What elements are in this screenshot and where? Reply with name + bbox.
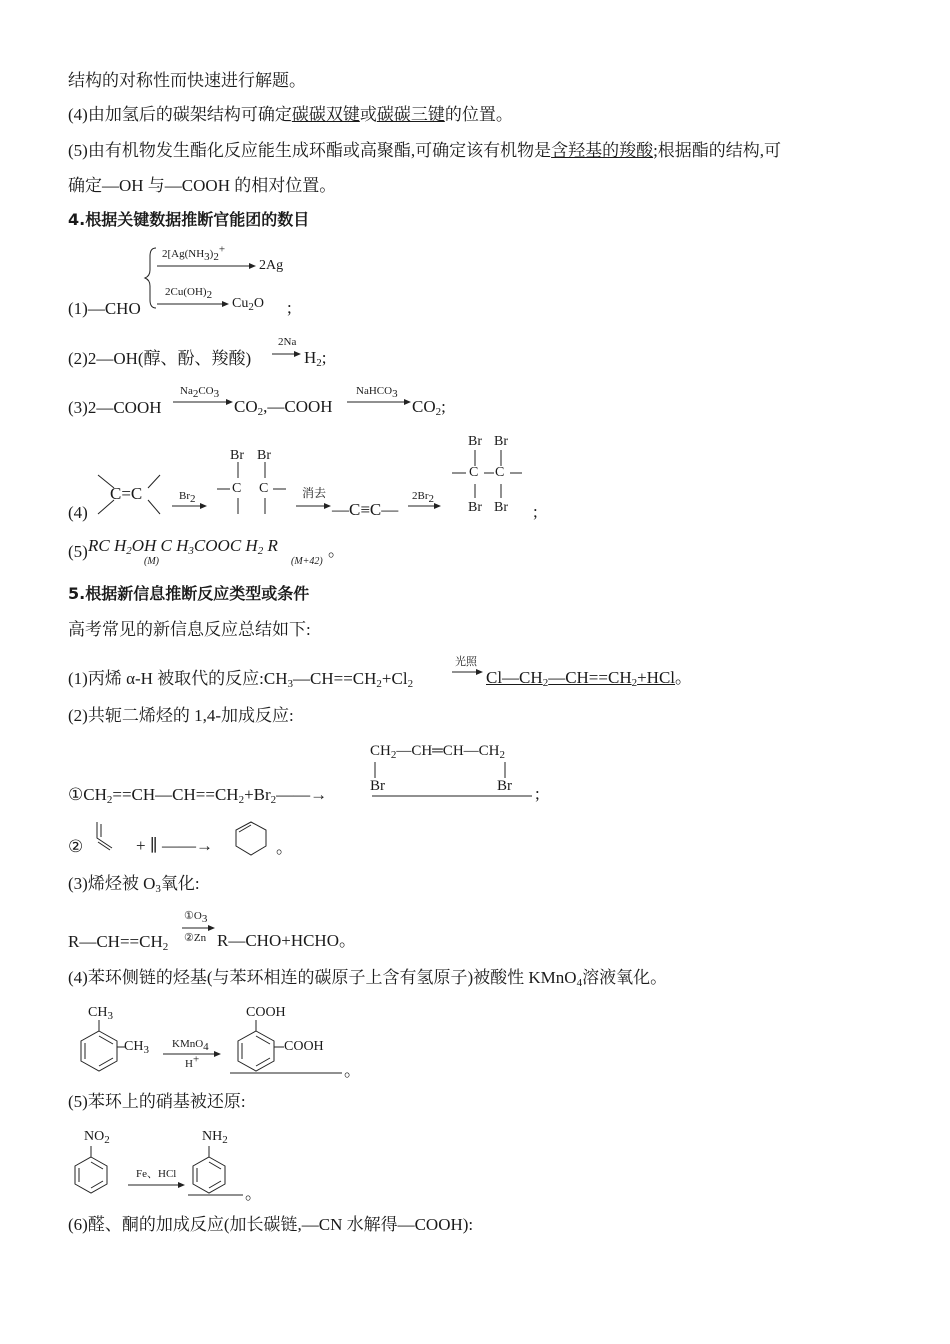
r4-2br2: $2Br_2$ bbox=[412, 490, 434, 505]
r4-c-b: C bbox=[259, 481, 269, 496]
heading-4: 4.根据关键数据推断官能团的数目 bbox=[68, 210, 310, 229]
n5-title: (5)苯环上的硝基被还原: bbox=[68, 1092, 246, 1111]
n4-ch3-b: $CH_3$ bbox=[124, 1039, 149, 1056]
r2-prod: $H_2$; bbox=[304, 348, 327, 369]
n1-line: (1)丙烯 α-H 被取代的反应$:CH_3—CH==CH_2+Cl_2$ bbox=[68, 669, 414, 690]
n5-tail: 。 bbox=[245, 1184, 262, 1203]
r4-alkene: C=C bbox=[110, 484, 143, 503]
r4-br-f: Br bbox=[494, 500, 508, 515]
r5-m: (M) bbox=[144, 556, 159, 567]
n2b-plus: + ∥ ——→ bbox=[136, 836, 213, 855]
r4-br-b: Br bbox=[257, 448, 271, 463]
n4-title: (4)苯环侧链的烃基(与苯环相连的碳原子上含有氢原子)被酸性 KMnO$_4$溶液氧化。 bbox=[68, 968, 668, 989]
para-5-cont: 确定—OH 与—COOH 的相对位置。 bbox=[68, 176, 337, 195]
n3-cond2: ②Zn bbox=[184, 932, 207, 944]
r4-br-e: Br bbox=[468, 500, 482, 515]
para-4: (4)由加氢后的碳架结构可确定碳碳双键或碳碳三键的位置。 bbox=[68, 105, 513, 124]
r5-lead: (5) bbox=[68, 542, 88, 561]
n5-no2: $NO_2$ bbox=[84, 1129, 110, 1146]
summary: 高考常见的新信息反应总结如下: bbox=[68, 620, 311, 639]
r2-cond: 2Na bbox=[278, 336, 297, 348]
n3-title: (3)烯烃被 $O_3$氧化: bbox=[68, 874, 200, 895]
r3-prod2: $CO_2$; bbox=[412, 397, 446, 418]
r4-br-a: Br bbox=[230, 448, 244, 463]
r3-mid: $CO_2,—COOH$ bbox=[234, 397, 333, 418]
n5-nh2: $NH_2$ bbox=[202, 1129, 228, 1146]
r4-c-d: C bbox=[495, 465, 505, 480]
n2b-lead: ② bbox=[68, 837, 84, 856]
heading-5: 5.根据新信息推断反应类型或条件 bbox=[68, 584, 310, 603]
r5-m42: (M+42) bbox=[291, 556, 323, 567]
r4-c-c: C bbox=[469, 465, 479, 480]
n1-prod: $Cl—CH_2—CH==CH_2+HCl$。 bbox=[486, 668, 693, 689]
r1-lead: (1)—CHO bbox=[68, 299, 141, 318]
r4-semicolon: ; bbox=[533, 502, 538, 521]
n2-title: (2)共轭二烯烃的 1,4-加成反应: bbox=[68, 706, 294, 725]
r4-elim: 消去 bbox=[302, 486, 327, 500]
n4-cooh-a: COOH bbox=[246, 1005, 286, 1020]
n2a-top: $CH_2—CH═CH—CH_2$ bbox=[370, 743, 505, 761]
n2b-tail: 。 bbox=[276, 838, 293, 857]
n2a-br2: Br bbox=[497, 778, 512, 794]
r3-cond1: $Na_2CO_3$ bbox=[180, 385, 220, 400]
n4-tail: 。 bbox=[344, 1061, 361, 1080]
n2a-line: $①CH_2==CH—CH==CH_2+Br_2——\to$ bbox=[68, 785, 328, 806]
r1-top-prod: 2Ag bbox=[259, 258, 284, 273]
n3-reactant: $R—CH==CH_2$ bbox=[68, 932, 169, 953]
para-5: (5)由有机物发生酯化反应能生成环酯或高聚酯,可确定该有机物是含羟基的羧酸;根据酯的结构,可 bbox=[68, 141, 782, 160]
r3-cond2: NaHCO$_3$ bbox=[356, 385, 398, 400]
n4-cond: KMnO$_4$ bbox=[172, 1038, 209, 1053]
r4-br-d: Br bbox=[494, 434, 508, 449]
r4-br2: $Br_2$ bbox=[179, 490, 196, 505]
r4-alkyne: —C≡C— bbox=[332, 500, 399, 519]
r2-lead: (2)2—OH(醇、酚、羧酸) bbox=[68, 349, 252, 368]
r1-bot-prod: $Cu_2O$ bbox=[232, 296, 264, 313]
r4-lead: (4) bbox=[68, 503, 88, 522]
r3-lead: (3)2—COOH bbox=[68, 398, 162, 417]
n2a-semicolon: ; bbox=[535, 784, 540, 803]
intro-line: 结构的对称性而快速进行解题。 bbox=[68, 71, 306, 90]
r4-br-c: Br bbox=[468, 434, 482, 449]
r5-formula: RC $H_2OH$ C $H_3COOC$ $H_2$ R bbox=[88, 536, 278, 557]
n3-cond1: $①O_3$ bbox=[184, 910, 208, 925]
r4-c-a: C bbox=[232, 481, 242, 496]
r1-top-cond: $2[Ag(NH_3)_2^+$ bbox=[162, 243, 226, 263]
r1-bot-cond: $2Cu(OH)_2$ bbox=[165, 286, 213, 301]
n1-cond: 光照 bbox=[455, 656, 477, 668]
n4-h: H+ bbox=[185, 1053, 200, 1070]
n4-ch3-a: $CH_3$ bbox=[88, 1005, 113, 1022]
n3-prod: R—CHO+HCHO。 bbox=[217, 931, 356, 950]
n2a-br1: Br bbox=[370, 778, 385, 794]
n6-title: (6)醛、酮的加成反应(加长碳链,—CN 水解得—COOH): bbox=[68, 1215, 474, 1234]
r1-semicolon: ; bbox=[287, 298, 292, 317]
n4-cooh-b: COOH bbox=[284, 1039, 324, 1054]
r5-tail: 。 bbox=[328, 541, 345, 560]
n5-cond: Fe、HCl bbox=[136, 1168, 177, 1180]
